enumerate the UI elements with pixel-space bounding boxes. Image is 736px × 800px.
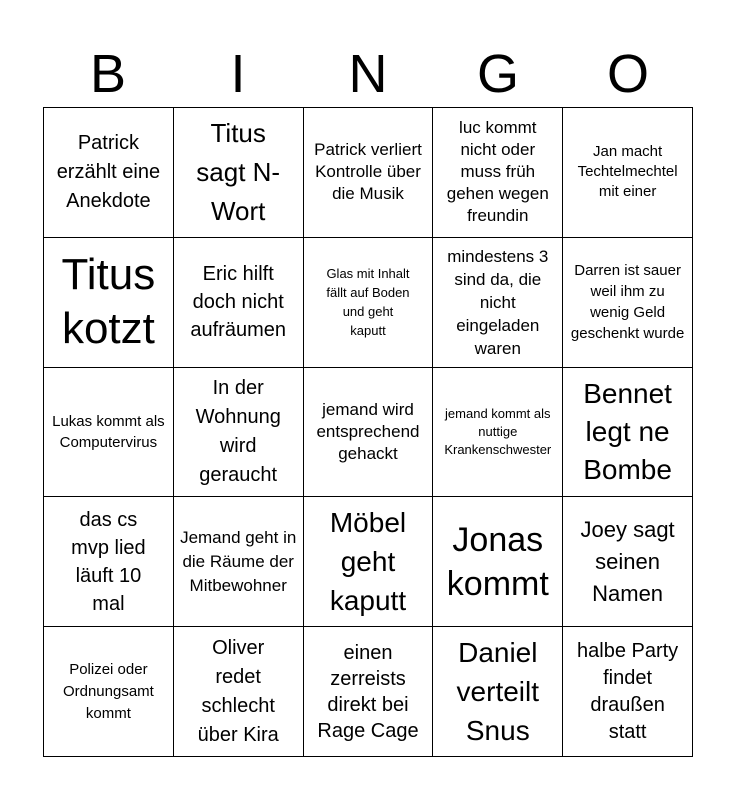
bingo-cell[interactable]: [304, 627, 434, 757]
bingo-cell[interactable]: [433, 108, 563, 238]
cell-text: Glas mit Inhalt fällt auf Boden und geht kaputt: [326, 266, 410, 339]
cell-text: Möbel geht kaputt: [329, 507, 407, 617]
bingo-cell[interactable]: [563, 497, 693, 627]
bingo-cell[interactable]: [44, 238, 174, 368]
cell-text: Patrick erzählt eine Anekdote: [56, 131, 161, 212]
bingo-grid: [43, 107, 693, 757]
header-letter-b: B: [89, 44, 127, 104]
cell-text: jemand kommt als nuttige Krankenschwester: [444, 405, 552, 457]
bingo-cell[interactable]: [174, 238, 304, 368]
bingo-header: [43, 40, 693, 108]
cell-text: das cs mvp lied läuft 10 mal: [71, 508, 146, 615]
cell-text: mindestens 3 sind da, die nicht eingeladen waren: [447, 246, 549, 358]
bingo-cell[interactable]: [433, 238, 563, 368]
cell-text: einen zerreists direkt bei Rage Cage: [317, 641, 419, 742]
cell-text: Titus kotzt: [61, 250, 156, 354]
cell-text: In der Wohnung wird geraucht: [195, 376, 281, 486]
cell-text: Joey sagt seinen Namen: [580, 516, 675, 606]
cell-text: Jonas kommt: [446, 520, 549, 603]
cell-text: halbe Party findet draußen statt: [577, 639, 679, 743]
bingo-cell[interactable]: [304, 368, 434, 498]
cell-text: Polizei oder Ordnungsamt kommt: [62, 660, 154, 722]
cell-text: Eric hilft doch nicht aufräumen: [190, 263, 286, 342]
bingo-cell[interactable]: [174, 108, 304, 238]
bingo-cell[interactable]: [174, 627, 304, 757]
bingo-cell[interactable]: [174, 368, 304, 498]
bingo-cell[interactable]: [174, 497, 304, 627]
bingo-cell[interactable]: [433, 497, 563, 627]
bingo-cell[interactable]: [44, 368, 174, 498]
cell-text: Darren ist sauer weil ihm zu wenig Geld geschenkt wurde: [570, 262, 685, 343]
bingo-cell[interactable]: [433, 627, 563, 757]
bingo-cell[interactable]: [304, 108, 434, 238]
bingo-cell[interactable]: [563, 238, 693, 368]
cell-text: jemand wird entsprechend gehackt: [316, 399, 420, 463]
cell-text: Jemand geht in die Räume der Mitbewohner: [180, 527, 297, 595]
bingo-cell[interactable]: [433, 368, 563, 498]
cell-text: Daniel verteilt Snus: [456, 637, 540, 747]
bingo-cell[interactable]: [563, 368, 693, 498]
cell-text: Bennet legt ne Bombe: [583, 377, 672, 485]
bingo-cell[interactable]: [563, 627, 693, 757]
cell-text: Jan macht Techtelmechtel mit einer: [577, 143, 678, 201]
cell-text: Lukas kommt als Computervirus: [52, 412, 165, 451]
bingo-cell[interactable]: [304, 497, 434, 627]
bingo-cell[interactable]: [44, 108, 174, 238]
cell-text: Titus sagt N-Wort: [196, 117, 281, 226]
cell-text: luc kommt nicht oder muss früh gehen wegen freundin: [446, 118, 549, 226]
header-letter-o: O: [606, 44, 649, 104]
bingo-cell[interactable]: [44, 627, 174, 757]
header-letter-i: I: [230, 44, 246, 104]
cell-text: Oliver redet schlecht über Kira: [197, 636, 279, 746]
bingo-cell[interactable]: [563, 108, 693, 238]
header-letter-n: N: [348, 44, 388, 104]
bingo-cell[interactable]: [304, 238, 434, 368]
cell-text: Patrick verliert Kontrolle über die Musik: [314, 140, 422, 204]
header-letter-g: G: [476, 44, 519, 104]
bingo-cell[interactable]: [44, 497, 174, 627]
